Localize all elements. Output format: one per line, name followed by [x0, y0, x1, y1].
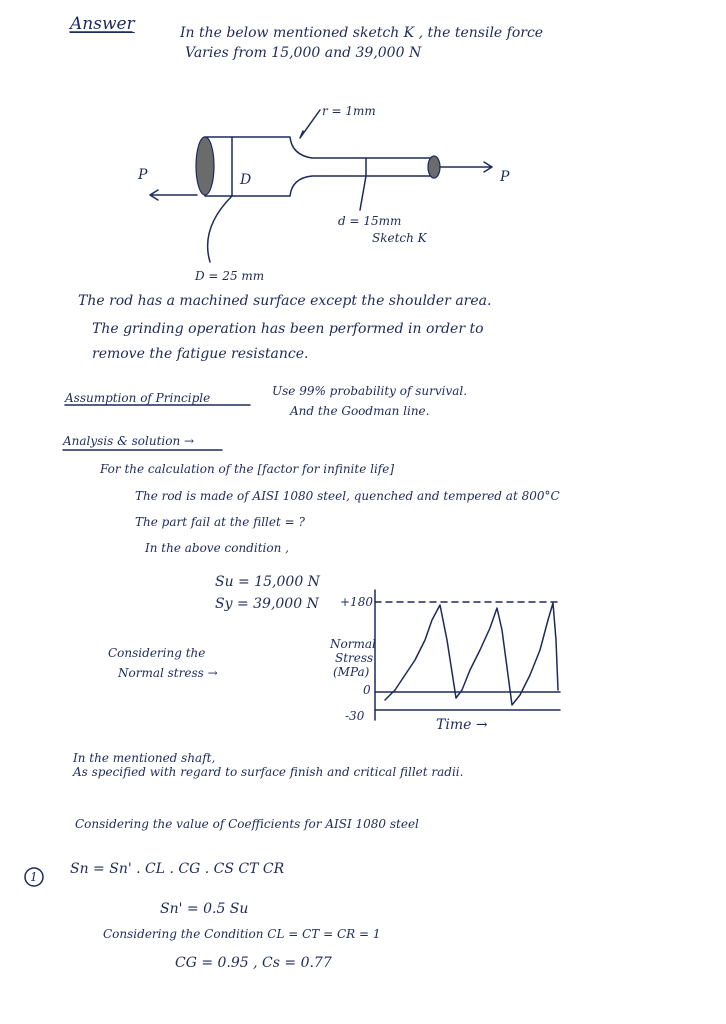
analysis-line-3: The part fail at the fillet = ? — [135, 515, 305, 529]
assumption-line-2: And the Goodman line. — [290, 404, 430, 418]
load-arrow-right — [440, 162, 492, 172]
graph-y-label-1: Normal — [330, 637, 376, 651]
shaft-outline — [202, 137, 435, 196]
equation-condition: Considering the Condition CL = CT = CR = 1 — [103, 927, 381, 941]
analysis-line-1: For the calculation of the [factor for infinite life] — [100, 462, 395, 476]
lower-line-1: In the mentioned shaft, — [73, 751, 216, 765]
intro-line-2: Varies from 15,000 and 39,000 N — [185, 45, 422, 61]
load-label-left: P — [138, 167, 148, 183]
radius-label: r = 1mm — [322, 104, 376, 118]
yield-strength: Sy = 39,000 N — [215, 596, 319, 612]
considering-line-1: Considering the — [108, 646, 206, 660]
graph-y-label-3: (MPa) — [333, 665, 370, 679]
shoulder-diameter-label: D — [240, 172, 252, 188]
lower-line-3: Considering the value of Coefficients for AISI 1080 steel — [75, 817, 419, 831]
sketch-caption: Sketch K — [372, 231, 427, 245]
big-diameter-value: D = 25 mm — [195, 269, 265, 283]
analysis-line-4: In the above condition , — [145, 541, 289, 555]
step-number: 1 — [30, 870, 38, 884]
hatched-section-right — [428, 156, 440, 178]
hatched-section-left — [196, 137, 214, 195]
equation-coefficients: CG = 0.95 , Cs = 0.77 — [175, 955, 332, 971]
lower-line-2: As specified with regard to surface finish and critical fillet radii. — [73, 765, 464, 779]
stress-time-graph — [375, 590, 560, 720]
D-leader — [208, 196, 232, 262]
analysis-line-2: The rod is made of AISI 1080 steel, quenched and tempered at 800°C — [135, 489, 560, 503]
graph-y-max-label: +180 — [340, 595, 373, 609]
graph-y-min-label: -30 — [345, 709, 365, 723]
assumption-heading: Assumption of Principle — [65, 391, 211, 405]
equation-sn-prime: Sn' = 0.5 Su — [160, 901, 249, 917]
body-line-3: remove the fatigue resistance. — [92, 346, 309, 362]
intro-line-1: In the below mentioned sketch K , the tensile force — [180, 25, 544, 41]
considering-line-2: Normal stress → — [118, 666, 218, 680]
load-label-right: P — [500, 169, 510, 185]
small-diameter-label: d = 15mm — [338, 214, 402, 228]
answer-heading: Answer — [70, 14, 135, 34]
graph-x-label: Time → — [436, 717, 488, 733]
shaft-sketch — [150, 110, 492, 262]
graph-zero-label: 0 — [363, 683, 371, 697]
body-line-2: The grinding operation has been performed in order to — [92, 321, 484, 337]
stress-curve — [385, 603, 558, 705]
d-leader — [360, 176, 366, 210]
load-arrow-left — [150, 190, 197, 200]
radius-leader — [300, 110, 320, 138]
graph-y-label-2: Stress — [335, 651, 374, 665]
assumption-line-1: Use 99% probability of survival. — [272, 384, 468, 398]
analysis-heading: Analysis & solution → — [63, 434, 195, 448]
ultimate-strength: Su = 15,000 N — [215, 574, 320, 590]
body-line-1: The rod has a machined surface except the shoulder area. — [78, 293, 492, 309]
equation-sn: Sn = Sn' . CL . CG . CS CT CR — [70, 861, 285, 877]
